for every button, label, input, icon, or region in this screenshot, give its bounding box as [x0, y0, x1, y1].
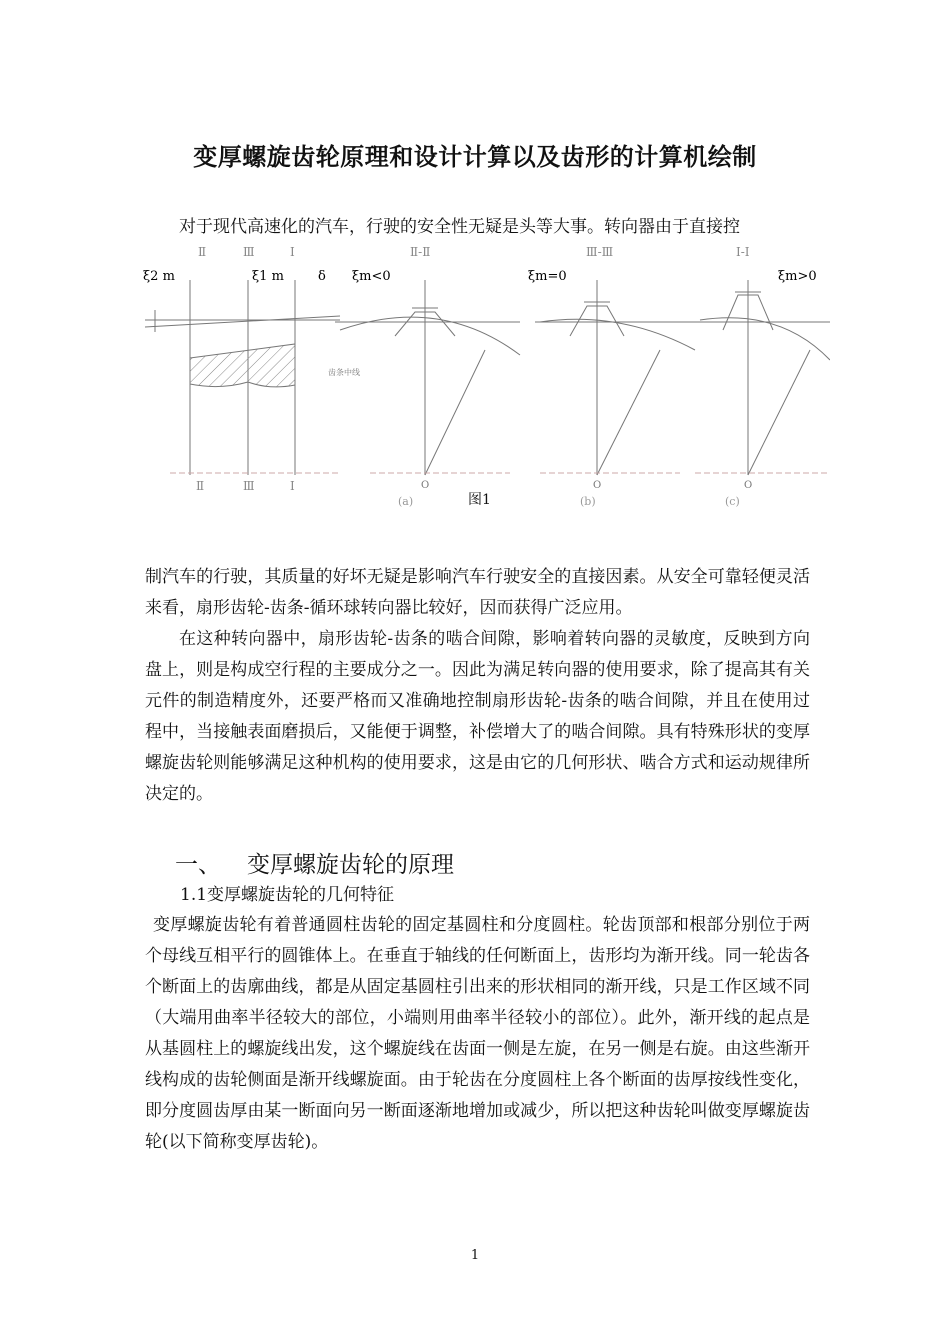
fig-top-roman-3: Ⅲ — [243, 245, 255, 259]
fig-origin-a: O — [421, 480, 430, 491]
section-number: 一、 — [175, 852, 221, 878]
paragraph-3: 变厚螺旋齿轮有着普通圆柱齿轮的固定基圆柱和分度圆柱。轮齿顶部和根部分别位于两个母线互相平行的圆锥体上。在垂直于轴线的任何断面上，齿形均为渐开线。同一轮齿各个断面上的齿廓曲线，都是从固定基圆柱引出来的形状相同的渐开线，只是工作区域不同（大端用曲率半径较大的部位，小端则用曲率半径较小的部位）。此外，渐开线的起点是从基圆柱上的螺旋线出发，这个螺旋线在齿面一侧是左旋，在另一侧是右旋。由这些渐开线构成的齿轮侧面是渐开线螺旋面。由于轮齿在分度圆柱上各个断面的齿厚按线性变化，即分度圆齿厚由某一断面向另一断面逐渐地增加或减少，所以把这种齿轮叫做变厚螺旋齿轮(以下简称变厚齿轮)。 — [145, 915, 810, 1152]
fig-caption: 图1 — [468, 492, 491, 508]
fig-bottom-roman-1: Ⅰ — [290, 479, 295, 493]
section-title: 变厚螺旋齿轮的原理 — [247, 852, 454, 878]
fig-origin-c: O — [744, 480, 753, 491]
paragraph-1: 制汽车的行驶，其质量的好坏无疑是影响汽车行驶安全的直接因素。从安全可靠轻便灵活来看，扇形齿轮-齿条-循环球转向器比较好，因而获得广泛应用。 — [145, 567, 810, 618]
fig-sub-c: (c) — [725, 495, 740, 508]
fig-label-c: ξm>0 — [778, 269, 817, 284]
fig-sub-b: (b) — [580, 495, 596, 508]
fig-section-b: Ⅲ-Ⅲ — [586, 245, 614, 259]
page-number: 1 — [470, 1248, 480, 1263]
fig-bottom-roman-2: Ⅱ — [196, 479, 205, 493]
fig-rack-centerline: 齿条中线 — [328, 368, 360, 377]
fig-bottom-roman-3: Ⅲ — [243, 479, 255, 493]
fig-label-b: ξm=0 — [528, 269, 567, 284]
fig-view-a — [335, 280, 520, 475]
fig-view-b — [535, 280, 695, 475]
section-heading — [175, 846, 454, 879]
fig-label-a: ξm<0 — [352, 269, 391, 284]
document-title: 变厚螺旋齿轮原理和设计计算以及齿形的计算机绘制 — [193, 143, 757, 171]
fig-section-a: Ⅱ-Ⅱ — [410, 245, 431, 259]
fig-view-c — [695, 280, 830, 475]
fig-top-roman-2: Ⅱ — [198, 245, 207, 259]
fig-section-c: Ⅰ-Ⅰ — [736, 245, 750, 259]
subsection-heading: 1.1变厚螺旋齿轮的几何特征 — [180, 885, 395, 905]
fig-top-roman-1: Ⅰ — [290, 245, 295, 259]
fig-label-xi2m: ξ2 m — [143, 269, 175, 284]
intro-line: 对于现代高速化的汽车，行驶的安全性无疑是头等大事。转向器由于直接控 — [179, 217, 740, 237]
paragraph-2: 在这种转向器中，扇形齿轮-齿条的啮合间隙，影响着转向器的灵敏度，反映到方向盘上，则是构成空行程的主要成分之一。因此为满足转向器的使用要求，除了提高其有关元件的制造精度外，还要严格而又准确地控制扇形齿轮-齿条的啮合间隙，并且在使用过程中，当接触表面磨损后，又能便于调整，补偿增大了的啮合间隙。具有特殊形状的变厚螺旋齿轮则能够满足这种机构的使用要求，这是由它的几何形状、啮合方式和运动规律所决定的。 — [145, 629, 810, 804]
figure-1 — [140, 240, 830, 520]
fig-origin-b: O — [593, 480, 602, 491]
fig-left-view — [145, 280, 340, 475]
fig-label-delta: δ — [318, 269, 326, 284]
fig-label-xi1m: ξ1 m — [252, 269, 284, 284]
fig-sub-a: (a) — [398, 495, 414, 508]
